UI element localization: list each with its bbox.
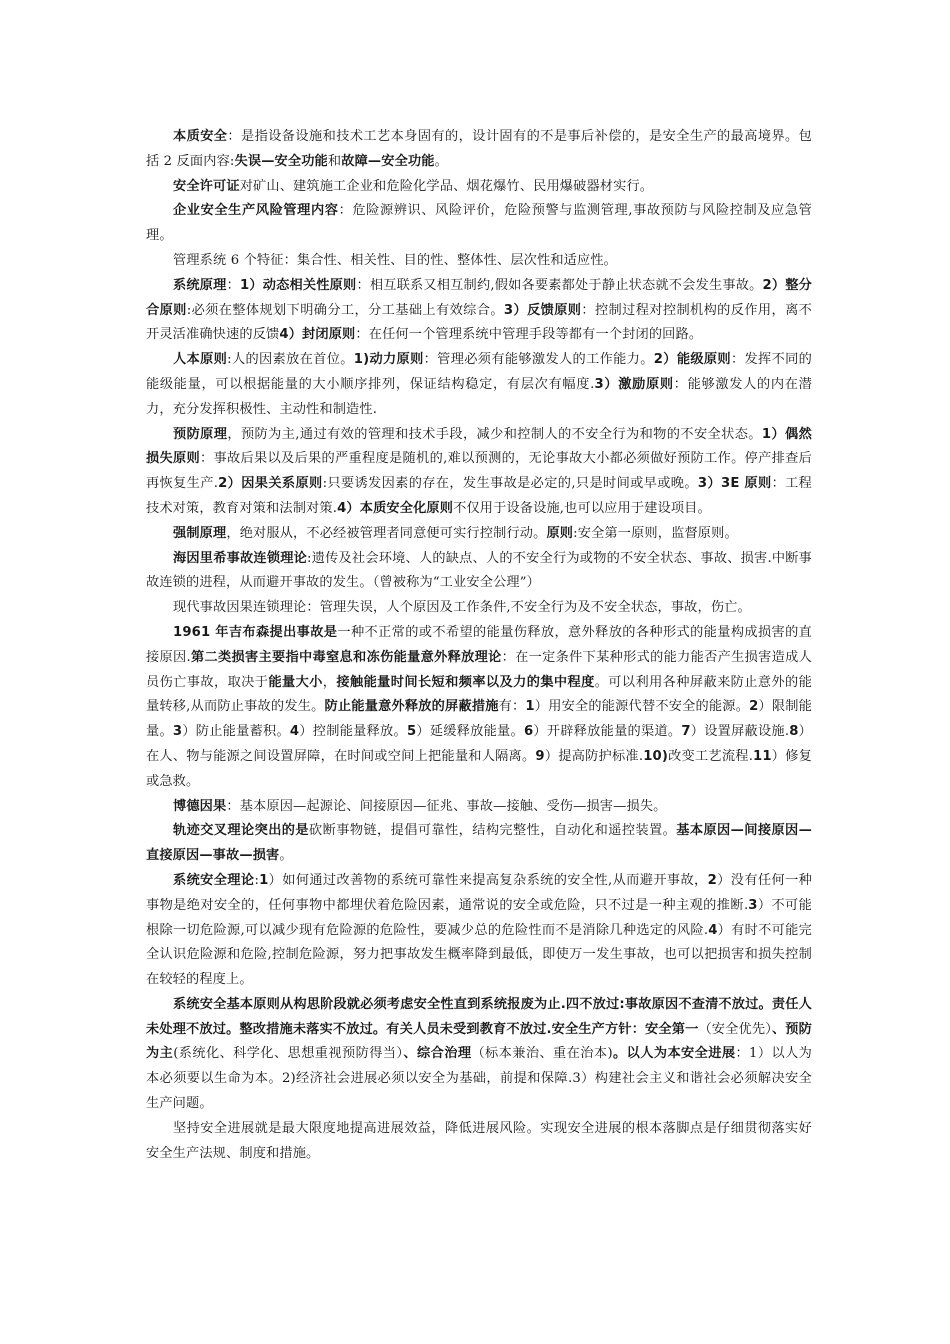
bold-text: 6 [523, 724, 534, 740]
paragraph [146, 596, 812, 621]
bold-text: 预防原理 [173, 426, 228, 442]
bold-text: 2）能级原则 [653, 352, 731, 368]
body-text: : [254, 872, 260, 888]
body-text: ，绝对服从，不必经被管理者同意便可实行控制行动。 [226, 525, 547, 541]
body-text: ）用安全的能源代替不安全的能源。 [534, 699, 750, 715]
bold-text: 7 [681, 724, 691, 740]
bold-text: 2）因果关系原则 [218, 476, 323, 492]
bold-text: 系统安全理论 [173, 872, 255, 888]
body-text: 管理系统 6 个特征：集合性、相关性、目的性、整体性、层次性和适应性。 [173, 252, 618, 268]
body-text: 现代事故因果连锁理论：管理失误，人个原因及工作条件,不安全行为及不安全状态，事故，伤亡。 [173, 600, 751, 616]
paragraph [146, 869, 812, 993]
bold-text: 原则 [546, 525, 574, 541]
bold-text: 强制原理 [173, 525, 227, 541]
bold-text: 1）动态相关性原则 [239, 277, 357, 293]
body-text: ）开辟释放能量的渠道。 [533, 724, 682, 740]
bold-text: 人本原则 [173, 352, 228, 368]
bold-text: 4 [289, 724, 300, 740]
body-text: ）设置屏蔽设施. [690, 724, 790, 740]
body-text: ）延缓释放能量。 [416, 724, 524, 740]
body-text: ：在任何一个管理系统中管理手段等都有一个封闭的回路。 [355, 327, 703, 343]
body-text: （安全优先） [698, 1021, 772, 1037]
paragraph [146, 348, 812, 422]
bold-text: 8 [789, 724, 799, 740]
bold-text: 轨迹交叉理论突出的是 [173, 823, 310, 839]
bold-text: 4）封闭原则 [279, 327, 356, 343]
paragraph [146, 175, 812, 200]
body-text: ）限制能量。 [146, 699, 812, 740]
paragraph [146, 522, 812, 547]
bold-text: 能量大小 [268, 674, 323, 690]
bold-text: 、综合治理 [403, 1046, 472, 1062]
bold-text: 系统安全基本原则从构思阶段就必须考虑安全性直到系统报废为止.四不放过:事故原因不查清不放过。责任人未处理不放过。整改措施未落实不放过。有关人员未受到教育不放过.安全生产方针：安全第一 [146, 996, 812, 1037]
paragraph [146, 993, 812, 1117]
body-text: 对矿山、建筑施工企业和危险化学品、烟花爆竹、民用爆破器材实行。 [239, 178, 654, 194]
body-text: ，预防为主,通过有效的管理和技术手段，减少和控制人的不安全行为和物的不安全状态。 [227, 426, 762, 442]
paragraph [146, 1117, 812, 1167]
body-text: 砍断事物链，提倡可靠性，结构完整性，自动化和遥控装置。 [309, 823, 677, 839]
paragraph [146, 125, 812, 175]
paragraph [146, 249, 812, 274]
bold-text: 、预防为主 [146, 1021, 812, 1062]
body-text: 。 [434, 153, 448, 169]
body-text: ：基本原因—起源论、间接原因—征兆、事故—接触、受伤—损害—损失。 [226, 798, 667, 814]
body-text: ：1）以人为本必须要以生命为本。2)经济社会进展必须以安全为基础，前提和保障.3）构建社会主义和谐社会必须解决安全生产问题。 [146, 1046, 813, 1112]
bold-text: 本质安全 [173, 129, 228, 144]
bold-text: 2 [749, 699, 759, 715]
bold-text: 接触能量时间长短和频率以及力的集中程度 [336, 674, 595, 690]
body-text: ：在一定条件下某种形式的能力能否产生损害造成人员伤亡事故，取决于 [146, 649, 812, 690]
body-text: 。可以利用各种屏蔽来防止意外的能量转移,从而防止事故的发生。 [146, 674, 812, 715]
body-text: 有： [498, 699, 526, 715]
body-text: ：管理必须有能够激发人的工作能力。 [423, 352, 654, 368]
bold-text: 1)动力原则 [353, 352, 424, 368]
paragraph [146, 423, 812, 522]
bold-text: 4）本质安全化原则 [337, 500, 454, 516]
paragraph [146, 819, 812, 869]
body-text: :人的因素放在首位。 [227, 352, 354, 368]
body-text: ）不可能根除一切危险源,可以减少现有危险源的危险性，要减少总的危险性而不是消除几种选定的风险. [146, 897, 812, 938]
bold-text: 1 [259, 872, 269, 888]
body-text: ：工程技术对策，教育对策和法制对策. [146, 476, 813, 516]
bold-text: 3 [172, 724, 183, 740]
body-text: 不仅用于设备设施,也可以应用于建设项目。 [453, 500, 711, 516]
document-body [146, 125, 812, 1166]
bold-text: 3）激励原则 [594, 376, 674, 392]
bold-text: 2）整分合原则 [146, 277, 813, 318]
body-text: :只要诱发因素的存在，发生事故是必定的,只是时间或早或晚。 [322, 476, 698, 492]
body-text: ： [226, 277, 240, 293]
bold-text: 失误—安全功能 [234, 153, 328, 169]
bold-text: 9 [535, 748, 545, 764]
paragraph [146, 795, 812, 820]
body-text: 坚持安全进展就是最大限度地提高进展效益，降低进展风险。实现安全进展的根本落脚点是仔细贯彻落实好安全生产法规、制度和措施。 [146, 1120, 812, 1161]
bold-text: 系统原理 [173, 277, 227, 293]
body-text: ）没有任何一种事物是绝对安全的，任何事物中都埋伏着危险因素，通常说的安全或危险，只不过是一种主观的推断. [146, 872, 812, 913]
body-text: 改变工艺流程. [668, 748, 754, 764]
paragraph [146, 274, 812, 348]
body-text: 一种不正常的或不希望的能量伤释放，意外释放的各种形式的能量构成损害的直接原因. [146, 624, 812, 665]
body-text: (系统化、科学化、思想重视预防得当） [173, 1046, 404, 1062]
bold-text: 2 [707, 872, 717, 888]
body-text: ）防止能量蓄积。 [182, 724, 290, 740]
body-text: ：发挥不同的能级能量，可以根据能量的大小顺序排列，保证结构稳定，有层次有幅度. [146, 352, 813, 392]
body-text: ：事故后果以及后果的严重程度是随机的,难以预测的，无论事故大小都必须做好预防工作。停产排查后再恢复生产. [146, 451, 812, 492]
bold-text: 。以人为本安全进展 [612, 1046, 736, 1062]
bold-text: 基本原因—间接原因—直接原因—事故—损害 [146, 823, 812, 864]
body-text: ：能够激发人的内在潜力，充分发挥积极性、主动性和制造性. [146, 376, 813, 417]
body-text: ：是指设备设施和技术工艺本身固有的，设计固有的不是事后补偿的，是安全生产的最高境界。包括 2 反面内容: [146, 129, 812, 169]
body-text: ）如何通过改善物的系统可靠性来提高复杂系统的安全性,从而避开事故， [268, 872, 708, 888]
body-text: :遗传及社会环境、人的缺点、人的不安全行为或物的不安全状态、事故、损害.中断事故连锁的进程，从而避开事故的发生。（曾被称为“工业安全公理”） [146, 550, 813, 591]
bold-text: 3）反馈原则 [503, 302, 582, 318]
bold-text: 防止能量意外释放的屏蔽措施 [324, 699, 499, 715]
body-text: ：相互联系又相互制约,假如各要素都处于静止状态就不会发生事故。 [356, 277, 763, 293]
bold-text: 第二类损害主要指中毒窒息和冻伤能量意外释放理论 [190, 649, 502, 665]
bold-text: 1961 年吉布森提出事故是 [173, 624, 338, 640]
bold-text: 3 [748, 897, 758, 913]
bold-text: 海因里希事故连锁理论 [173, 550, 308, 566]
body-text: ， [322, 674, 337, 690]
paragraph [146, 199, 812, 249]
body-text: ）在人、物与能源之间设置屏障，在时间或空间上把能量和人隔离。 [146, 724, 812, 764]
paragraph [146, 547, 812, 597]
paragraph [146, 621, 812, 795]
body-text: 和 [327, 153, 342, 169]
body-text: ）修复或急救。 [146, 748, 812, 789]
body-text: （标本兼治、重在治本) [471, 1046, 613, 1062]
bold-text: 10) [643, 748, 669, 764]
bold-text: 安全许可证 [173, 178, 240, 194]
body-text: :必须在整体规划下明确分工，分工基础上有效综合。 [186, 302, 504, 318]
bold-text: 3）3E 原则 [697, 476, 772, 492]
body-text: 。 [279, 848, 293, 864]
bold-text: 4 [708, 922, 718, 938]
bold-text: 企业安全生产风险管理内容 [173, 203, 339, 219]
bold-text: 1 [525, 699, 535, 715]
bold-text: 1）偶然损失原则 [146, 426, 812, 467]
body-text: ：危险源辨识、风险评价，危险预警与监测管理,事故预防与风险控制及应急管理。 [146, 203, 812, 244]
body-text: :安全第一原则，监督原则。 [573, 525, 738, 541]
bold-text: 博德因果 [173, 798, 227, 814]
bold-text: 5 [406, 724, 417, 740]
body-text: ）提高防护标准. [544, 748, 644, 764]
body-text: ）有时不可能完全认识危险源和危险,控制危险源，努力把事故发生概率降到最低，即使万一发生事故，也可以把损害和损失控制在较轻的程度上。 [146, 922, 812, 988]
body-text: ：控制过程对控制机构的反作用，离不开灵活准确快速的反馈 [146, 302, 812, 343]
bold-text: 11 [753, 748, 772, 764]
body-text: ）控制能量释放。 [299, 724, 407, 740]
bold-text: 故障—安全功能 [341, 153, 435, 169]
